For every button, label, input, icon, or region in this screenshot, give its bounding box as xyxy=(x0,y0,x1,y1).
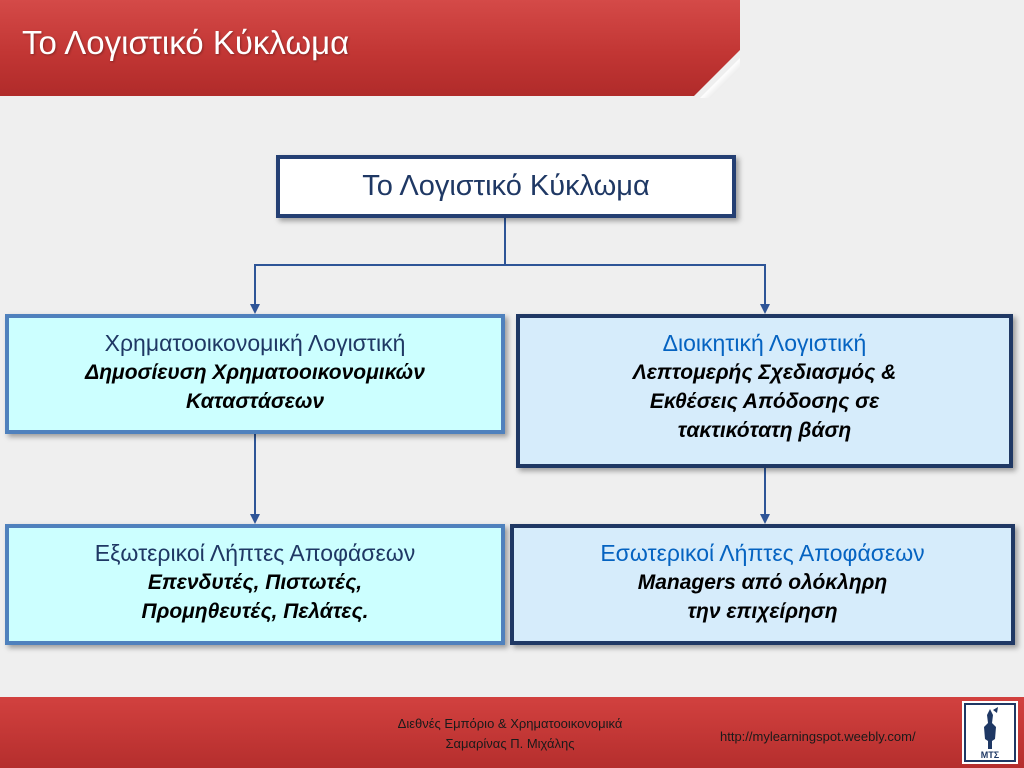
footer-url-link[interactable]: http://mylearningspot.weebly.com/ xyxy=(720,729,916,744)
managerial-accounting-node xyxy=(516,314,1013,468)
statue-logo-icon xyxy=(962,701,1018,764)
financial-accounting-desc-1: Δημοσίευση Χρηματοοικονομικών xyxy=(85,361,425,384)
internal-decision-makers-desc-2: την επιχείρηση xyxy=(687,600,838,623)
managerial-accounting-desc-1: Λεπτομερής Σχεδιασμός & xyxy=(632,361,897,384)
arrow-to-internal xyxy=(760,514,770,524)
managerial-accounting-desc-2: Εκθέσεις Απόδοσης σε xyxy=(649,390,880,413)
external-decision-makers-desc-1: Επενδυτές, Πιστωτές, xyxy=(147,571,363,594)
footer-author-name: Σαμαρίνας Π. Μιχάλης xyxy=(445,736,575,751)
managerial-accounting-title: Διοικητική Λογιστική xyxy=(662,330,867,356)
financial-accounting-node xyxy=(5,314,505,434)
internal-decision-makers-title: Εσωτερικοί Λήπτες Αποφάσεων xyxy=(600,540,925,566)
connector-root-down xyxy=(504,218,506,265)
internal-decision-makers-node xyxy=(510,524,1015,645)
connector-managerial-to-internal xyxy=(764,468,766,516)
financial-accounting-desc-2: Καταστάσεων xyxy=(185,390,325,413)
external-decision-makers-title: Εξωτερικοί Λήπτες Αποφάσεων xyxy=(94,540,416,566)
external-decision-makers-node xyxy=(5,524,505,645)
managerial-accounting-desc-3: τακτικότατη βάση xyxy=(677,419,852,442)
footer-course-name: Διεθνές Εμπόριο & Χρηματοοικονομικά xyxy=(397,716,623,731)
arrow-to-managerial xyxy=(760,304,770,314)
arrow-to-financial xyxy=(250,304,260,314)
logo-text: ΜΤΣ xyxy=(980,750,1000,760)
footer-credits xyxy=(320,714,700,754)
external-decision-makers-desc-2: Προμηθευτές, Πελάτες. xyxy=(141,600,369,623)
connector-right-drop xyxy=(764,264,766,306)
financial-accounting-title: Χρηματοοικονομική Λογιστική xyxy=(104,330,406,356)
root-node xyxy=(276,155,736,218)
internal-decision-makers-desc-1: Managers από ολόκληρη xyxy=(637,571,888,594)
connector-left-drop xyxy=(254,264,256,306)
connector-horizontal xyxy=(254,264,766,266)
connector-financial-to-external xyxy=(254,434,256,516)
slide-title: Το Λογιστικό Κύκλωμα xyxy=(22,24,350,61)
root-node-label: Το Λογιστικό Κύκλωμα xyxy=(362,170,650,202)
arrow-to-external xyxy=(250,514,260,524)
